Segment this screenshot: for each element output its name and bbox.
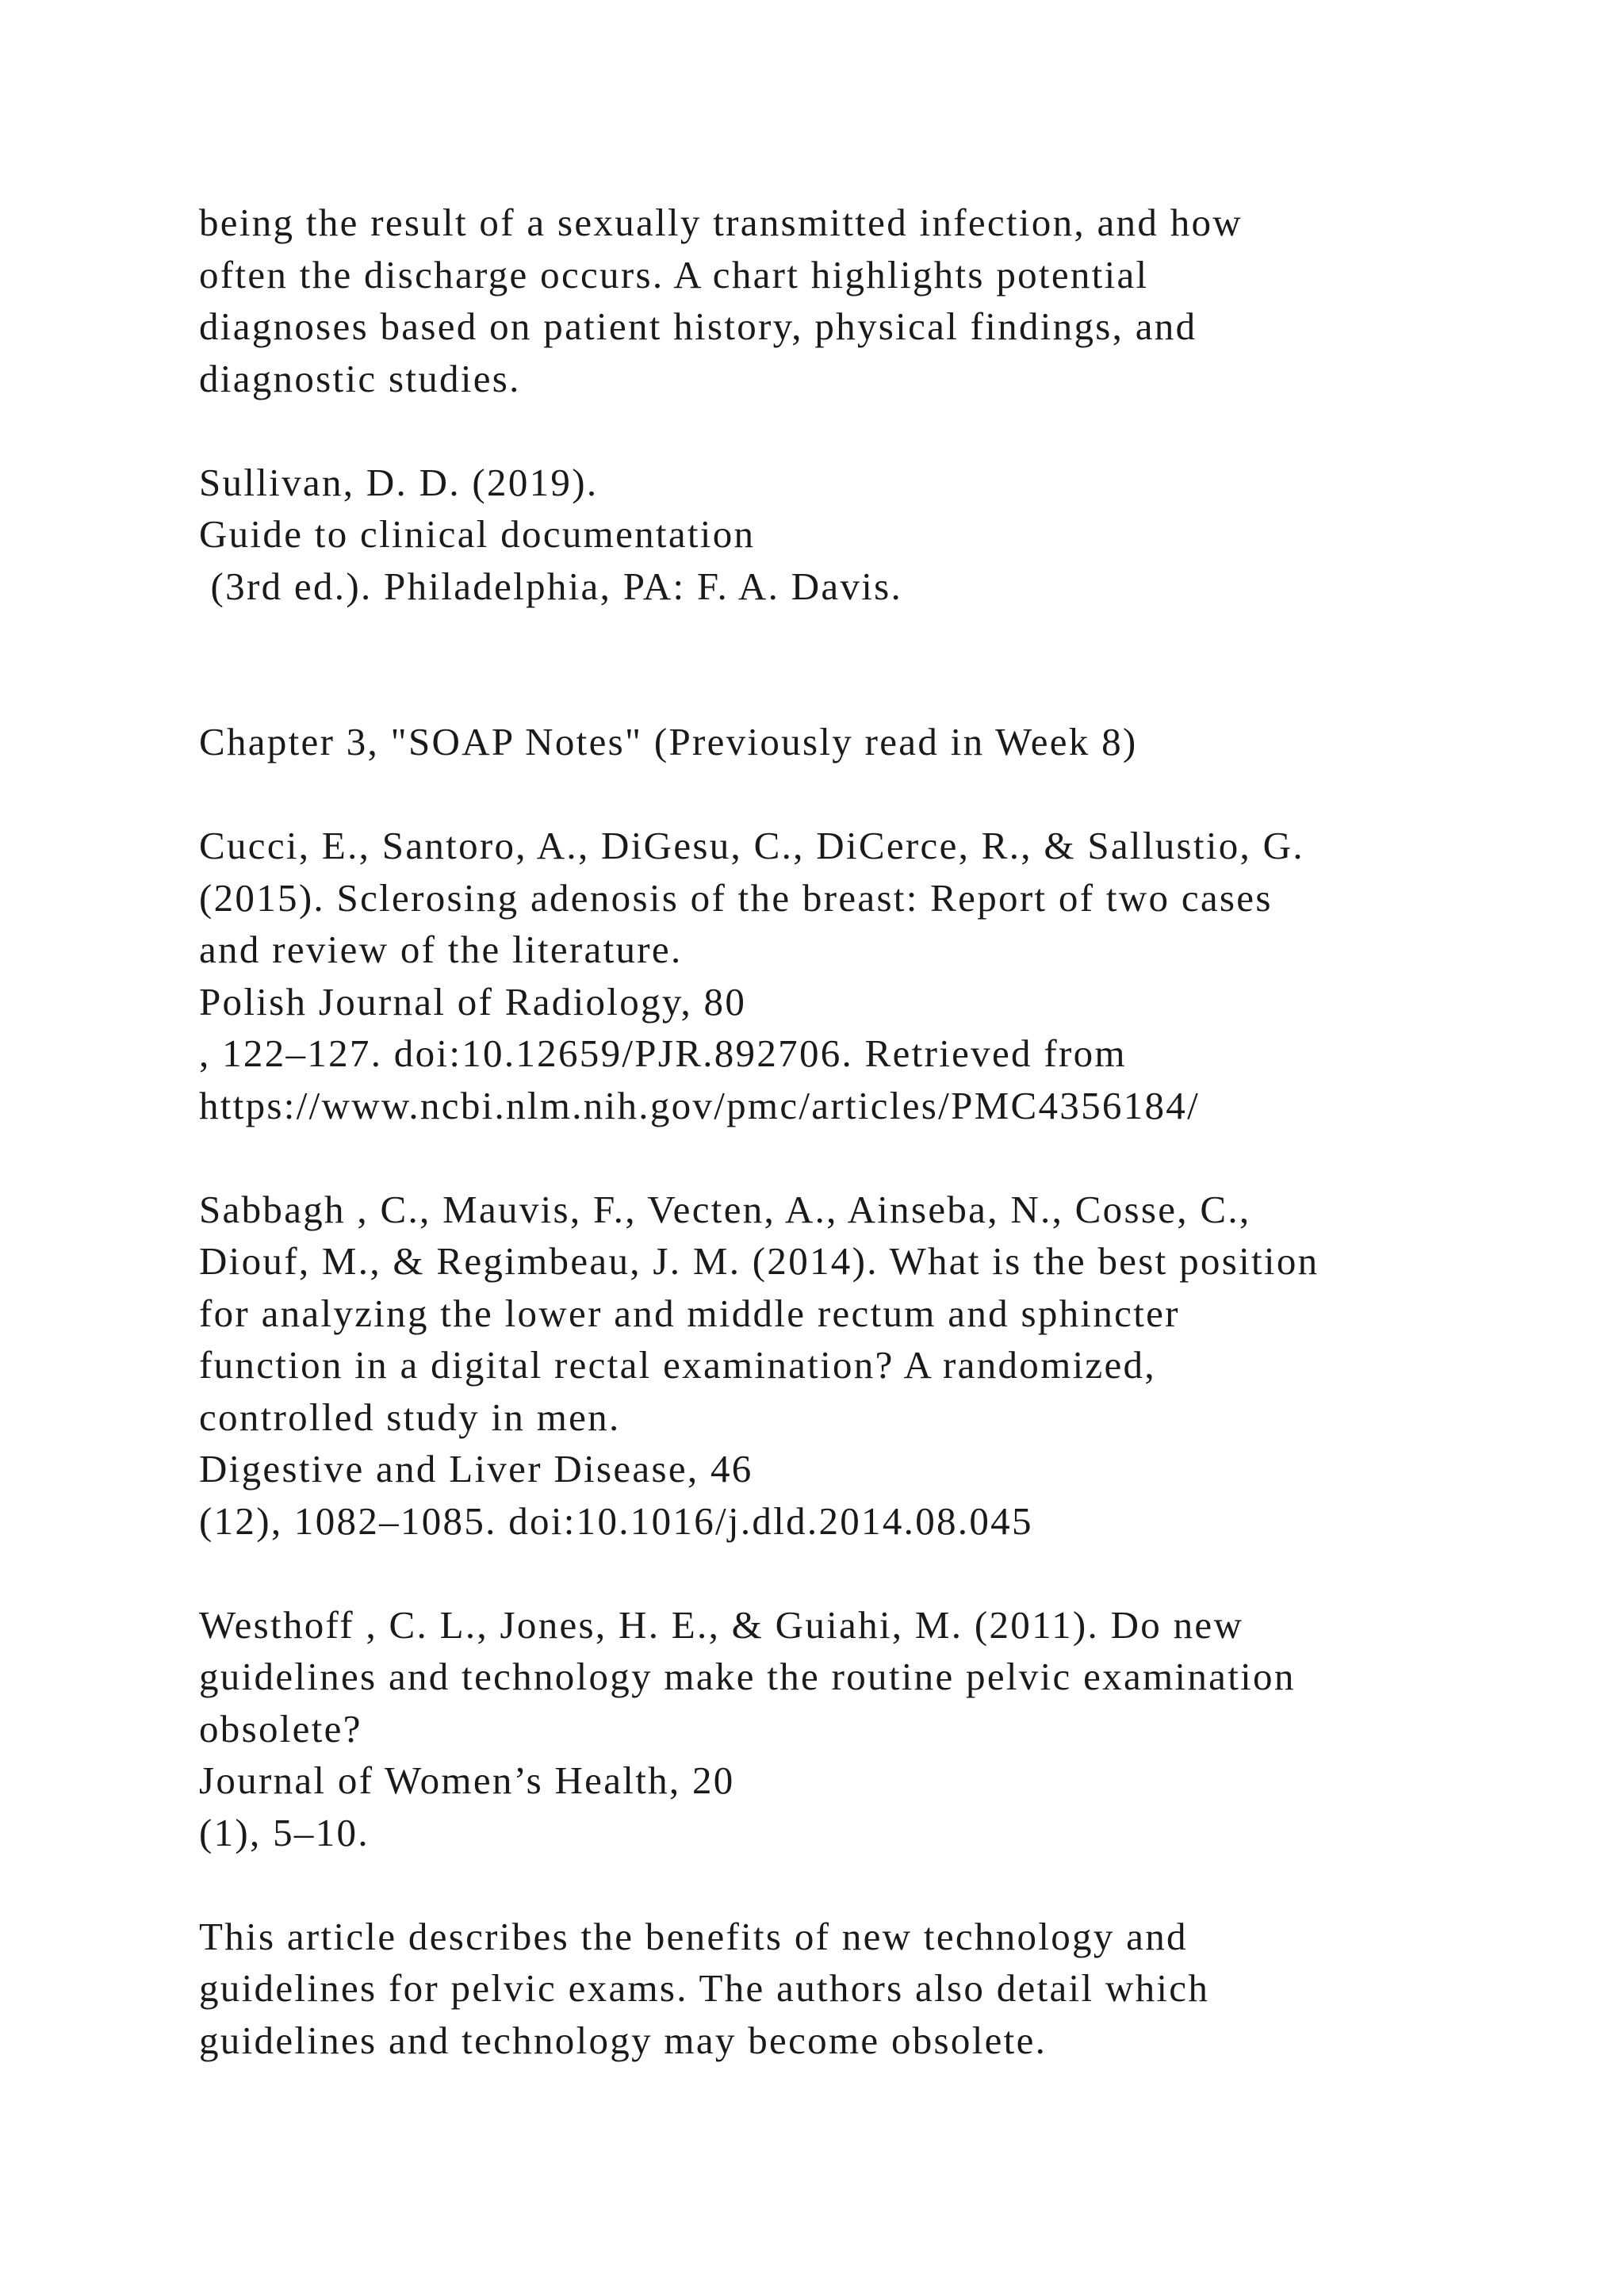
paragraph-spacer bbox=[199, 404, 1595, 457]
paragraph-spacer bbox=[199, 1131, 1595, 1184]
text-line: Westhoff , C. L., Jones, H. E., & Guiahi, M. (2011). Do new bbox=[199, 1602, 1244, 1647]
text-line: diagnostic studies. bbox=[199, 356, 521, 400]
text-line: guidelines and technology make the routine pelvic examination bbox=[199, 1655, 1296, 1698]
reference-cucci bbox=[199, 820, 1595, 1131]
text-line: often the discharge occurs. A chart highlights potential bbox=[199, 252, 1149, 297]
text-line: (3rd ed.). Philadelphia, PA: F. A. Davis. bbox=[199, 564, 903, 608]
text-line: Chapter 3, "SOAP Notes" (Previously read in Week 8) bbox=[199, 720, 1138, 763]
paragraph-spacer bbox=[199, 1547, 1595, 1599]
reference-westhoff bbox=[199, 1599, 1595, 1859]
text-line: controlled study in men. bbox=[199, 1395, 621, 1439]
paragraph-spacer bbox=[199, 664, 1595, 717]
text-line: , 122–127. doi:10.12659/PJR.892706. Retrieved from bbox=[199, 1031, 1127, 1075]
paragraph-intro-continuation bbox=[199, 197, 1595, 404]
text-line: (1), 5–10. bbox=[199, 1810, 370, 1854]
reference-sullivan bbox=[199, 457, 1595, 613]
journal-title-line: Journal of Women’s Health, 20 bbox=[199, 1758, 735, 1802]
journal-title-line: Digestive and Liver Disease, 46 bbox=[199, 1447, 753, 1490]
text-line: Sabbagh , C., Mauvis, F., Vecten, A., Ainseba, N., Cosse, C., bbox=[199, 1187, 1251, 1231]
paragraph-spacer bbox=[199, 612, 1595, 664]
book-title-line: Guide to clinical documentation bbox=[199, 512, 756, 556]
text-line: (12), 1082–1085. doi:10.1016/j.dld.2014.08.045 bbox=[199, 1498, 1033, 1543]
text-line: Diouf, M., & Regimbeau, J. M. (2014). What is the best position bbox=[199, 1239, 1320, 1283]
text-line: Cucci, E., Santoro, A., DiGesu, C., DiCerce, R., & Sallustio, G. bbox=[199, 824, 1304, 867]
text-column bbox=[199, 197, 1595, 2066]
text-line: obsolete? bbox=[199, 1706, 362, 1751]
text-line: diagnoses based on patient history, physical findings, and bbox=[199, 304, 1197, 348]
chapter-note bbox=[199, 716, 1595, 768]
text-line: function in a digital rectal examination? A randomized, bbox=[199, 1343, 1156, 1387]
paragraph-spacer bbox=[199, 768, 1595, 821]
text-line: This article describes the benefits of new technology and bbox=[199, 1914, 1188, 1958]
text-line: (2015). Sclerosing adenosis of the breast: Report of two cases bbox=[199, 875, 1273, 920]
text-line: Sullivan, D. D. (2019). bbox=[199, 460, 599, 504]
paragraph-spacer bbox=[199, 1858, 1595, 1911]
text-line: and review of the literature. bbox=[199, 928, 683, 971]
journal-title-line: Polish Journal of Radiology, 80 bbox=[199, 979, 747, 1024]
article-summary bbox=[199, 1911, 1595, 2067]
text-line: for analyzing the lower and middle rectum and sphincter bbox=[199, 1291, 1180, 1335]
url-line: https://www.ncbi.nlm.nih.gov/pmc/articles/PMC4356184/ bbox=[199, 1083, 1201, 1127]
text-line: guidelines and technology may become obsolete. bbox=[199, 2018, 1048, 2062]
text-line: guidelines for pelvic exams. The authors also detail which bbox=[199, 1966, 1210, 2010]
reference-sabbagh bbox=[199, 1184, 1595, 1548]
text-line: being the result of a sexually transmitted infection, and how bbox=[199, 201, 1243, 244]
